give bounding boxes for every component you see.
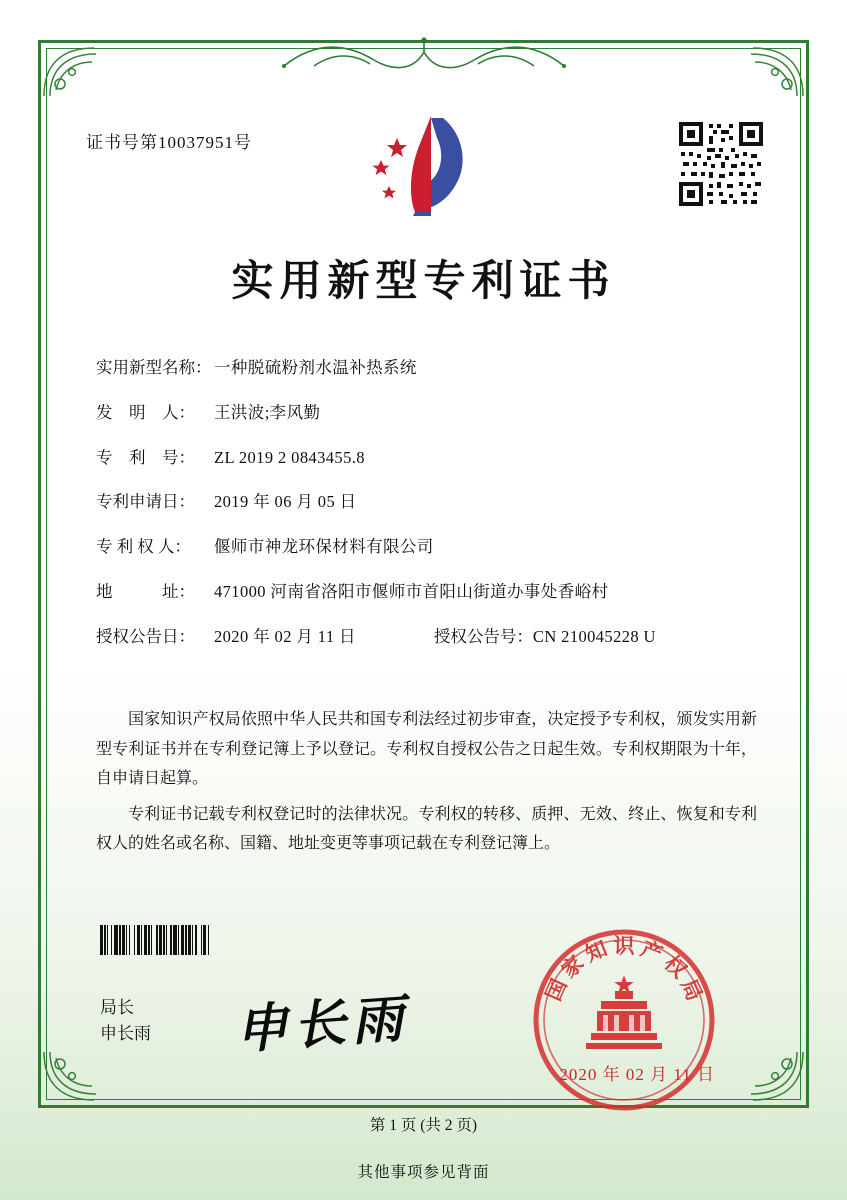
svg-text:局: 局 bbox=[676, 975, 707, 1005]
corner-ornament-icon bbox=[40, 42, 114, 100]
field-value: 王洪波;李风勤 bbox=[214, 402, 321, 422]
field-label-grant-date: 授权公告日： bbox=[96, 626, 195, 646]
handwritten-signature: 申长雨 bbox=[233, 990, 412, 1060]
top-ornament-icon bbox=[274, 36, 574, 76]
page-indicator: 第 1 页 (共 2 页) bbox=[369, 1117, 478, 1134]
field-value: 471000 河南省洛阳市偃师市首阳山街道办事处香峪村 bbox=[214, 581, 609, 601]
field-value-grant-date: 2020 年 02 月 11 日 bbox=[214, 626, 356, 646]
field-row-grant-announcement bbox=[96, 627, 751, 647]
director-name: 申长雨 bbox=[100, 1024, 151, 1044]
official-red-seal-icon bbox=[529, 925, 719, 1115]
field-label-grant-number: 授权公告号： bbox=[433, 626, 533, 646]
corner-ornament-icon bbox=[733, 42, 807, 100]
legal-paragraph-1: 国家知识产权局依照中华人民共和国专利法经过初步审查，决定授予专利权，颁发实用新型专利证书并在专利登记簿上予以登记。专利权自授权公告之日起生效。专利权期限为十年，自申请日起算。 bbox=[96, 711, 757, 788]
field-row-application-date bbox=[96, 492, 751, 512]
patent-office-emblem-icon bbox=[359, 112, 489, 222]
director-title-label: 局长 bbox=[100, 998, 134, 1017]
field-label: 实用新型名称： bbox=[96, 358, 212, 377]
barcode-icon bbox=[100, 925, 330, 955]
page-title: 实用新型专利证书 bbox=[231, 259, 616, 305]
svg-text:权: 权 bbox=[659, 950, 692, 983]
field-value: 偃师市神龙环保材料有限公司 bbox=[214, 537, 434, 557]
svg-text:国: 国 bbox=[541, 975, 572, 1005]
field-label: 专 利 权 人： bbox=[96, 537, 191, 557]
qr-code-icon bbox=[677, 120, 765, 208]
svg-text:知: 知 bbox=[582, 936, 611, 967]
svg-text:产: 产 bbox=[637, 936, 666, 967]
back-side-note: 其他事项参见背面 bbox=[357, 1164, 490, 1181]
patent-fields bbox=[96, 358, 751, 672]
field-label: 发 明 人： bbox=[96, 402, 195, 422]
field-value: ZL 2019 2 0843455.8 bbox=[214, 447, 365, 467]
field-row-name bbox=[96, 358, 751, 378]
corner-ornament-icon bbox=[733, 1048, 807, 1106]
svg-text:识: 识 bbox=[613, 934, 635, 958]
field-row-inventor bbox=[96, 403, 751, 423]
field-row-address bbox=[96, 582, 751, 602]
field-row-patent-number bbox=[96, 448, 751, 468]
field-value: 一种脱硫粉剂水温补热系统 bbox=[214, 358, 417, 377]
signature-label-block bbox=[100, 995, 151, 1048]
field-value-grant-number: CN 210045228 U bbox=[532, 626, 656, 646]
field-value: 2019 年 06 月 05 日 bbox=[214, 492, 357, 512]
seal-date: 2020 年 02 月 11 日 bbox=[559, 1065, 715, 1084]
field-label: 地 址： bbox=[96, 581, 195, 601]
certificate-number: 证书号第10037951号 bbox=[86, 133, 252, 152]
corner-ornament-icon bbox=[40, 1048, 114, 1106]
field-label: 专 利 号： bbox=[96, 447, 195, 467]
legal-text bbox=[96, 705, 757, 865]
field-row-patentee bbox=[96, 537, 751, 557]
legal-paragraph-2: 专利证书记载专利权登记时的法律状况。专利权的转移、质押、无效、终止、恢复和专利权人的姓名或名称、国籍、地址变更等事项记载在专利登记簿上。 bbox=[96, 805, 757, 853]
field-label: 专利申请日： bbox=[96, 492, 195, 512]
svg-text:家: 家 bbox=[556, 950, 589, 983]
